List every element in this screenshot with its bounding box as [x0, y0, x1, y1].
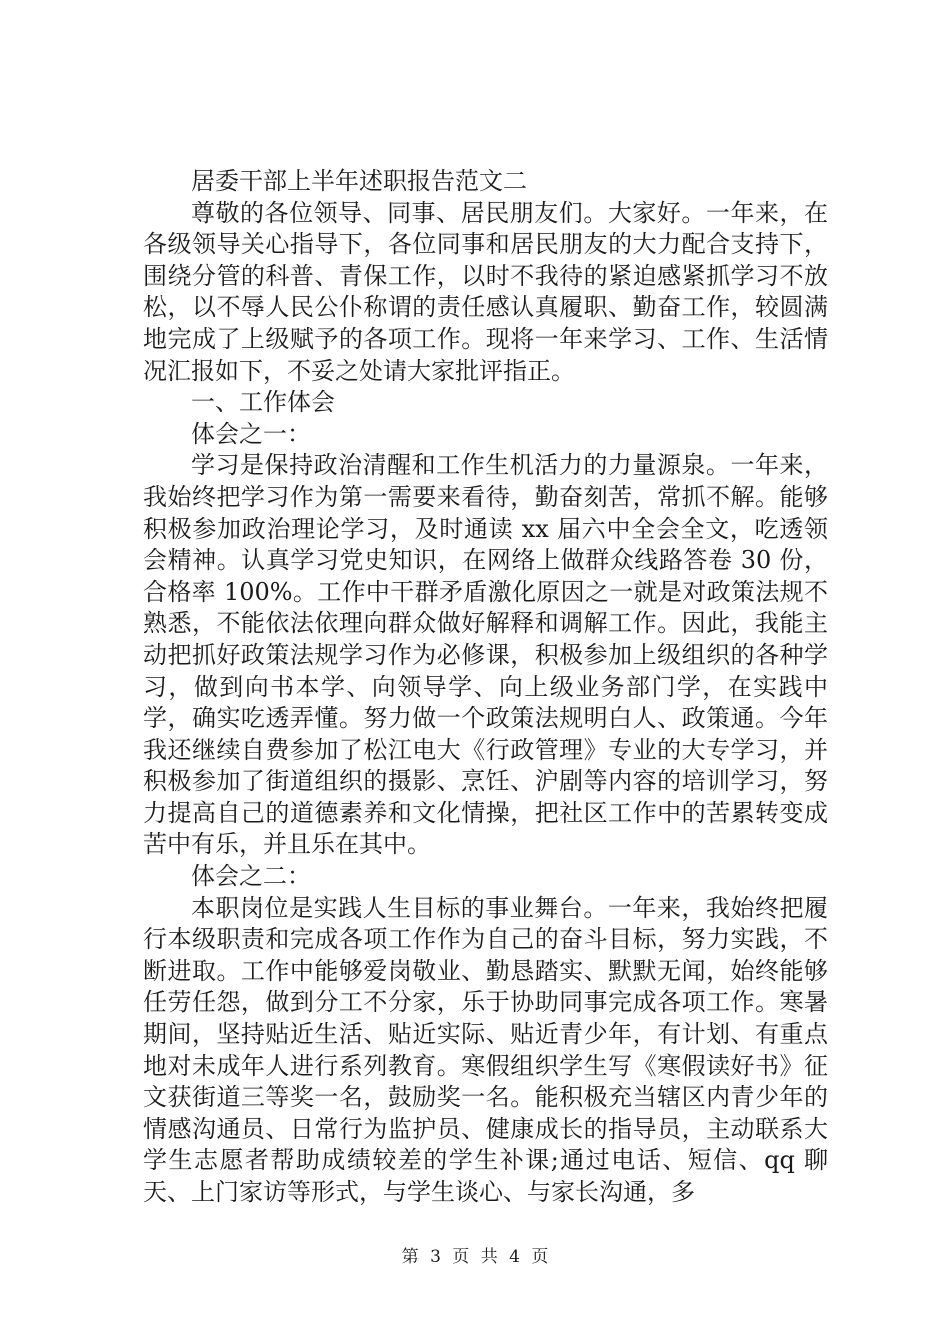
paragraph-learning: 学习是保持政治清醒和工作生机活力的力量源泉。一年来，我始终把学习作为第一需要来看待，勤奋刻苦，常抓不解。能够积极参加政治理论学习，及时通读 xx 届六中全会全文，吃透领会精神。认真学习党史知识，在网络上做群众线路答卷 30 份，合格率 100%。工作中干群矛盾激化原因之一就是对政策法规不熟悉，不能依法依理向群众做好解释和调解工作。因此，我能主动把抓好政策法规学习作为必修课，积极参加上级组织的各种学习，做到向书本学、向领导学、向上级业务部门学，在实践中学，确实吃透弄懂。努力做一个政策法规明白人、政策通。今年我还继续自费参加了松江电大《行政管理》专业的大专学习，并积极参加了街道组织的摄影、烹饪、沪剧等内容的培训学习，努力提高自己的道德素养和文化情操，把社区工作中的苦累转变成苦中有乐，并且乐在其中。: [143, 451, 828, 859]
paragraph-job-position: 本职岗位是实践人生目标的事业舞台。一年来，我始终把履行本级职责和完成各项工作作为自己的奋斗目标，努力实践，不断进取。工作中能够爱岗敬业、勤恳踏实、默默无闻，始终能够任劳任怨，做到分工不分家，乐于协助同事完成各项工作。寒暑期间，坚持贴近生活、贴近实际、贴近青少年，有计划、有重点地对未成年人进行系列教育。寒假组织学生写《寒假读好书》征文获街道三等奖一名，鼓励奖一名。能积极充当辖区内青少年的情感沟通员、日常行为监护员、健康成长的指导员，主动联系大学生志愿者帮助成绩较差的学生补课;通过电话、短信、qq 聊天、上门家访等形式，与学生谈心、与家长沟通，多: [143, 893, 828, 1206]
subheading-experience-two: 体会之二：: [191, 862, 311, 891]
subheading-experience-one: 体会之一：: [191, 419, 311, 448]
document-body: [143, 166, 828, 1209]
document-title: 居委干部上半年述职报告范文二: [191, 167, 527, 195]
page-footer: 第 3 页 共 4 页: [401, 1247, 549, 1267]
paragraph-greeting: 尊敬的各位领导、同事、居民朋友们。大家好。一年来，在各级领导关心指导下，各位同事和居民朋友的大力配合支持下，围绕分管的科普、青保工作，以时不我待的紧迫感紧抓学习不放松，以不辱人民公仆称谓的责任感认真履职、勤奋工作，较圆满地完成了上级赋予的各项工作。现将一年来学习、工作、生活情况汇报如下，不妥之处请大家批评指正。: [143, 198, 828, 385]
section-heading-work-experience: 一、工作体会: [191, 388, 335, 417]
